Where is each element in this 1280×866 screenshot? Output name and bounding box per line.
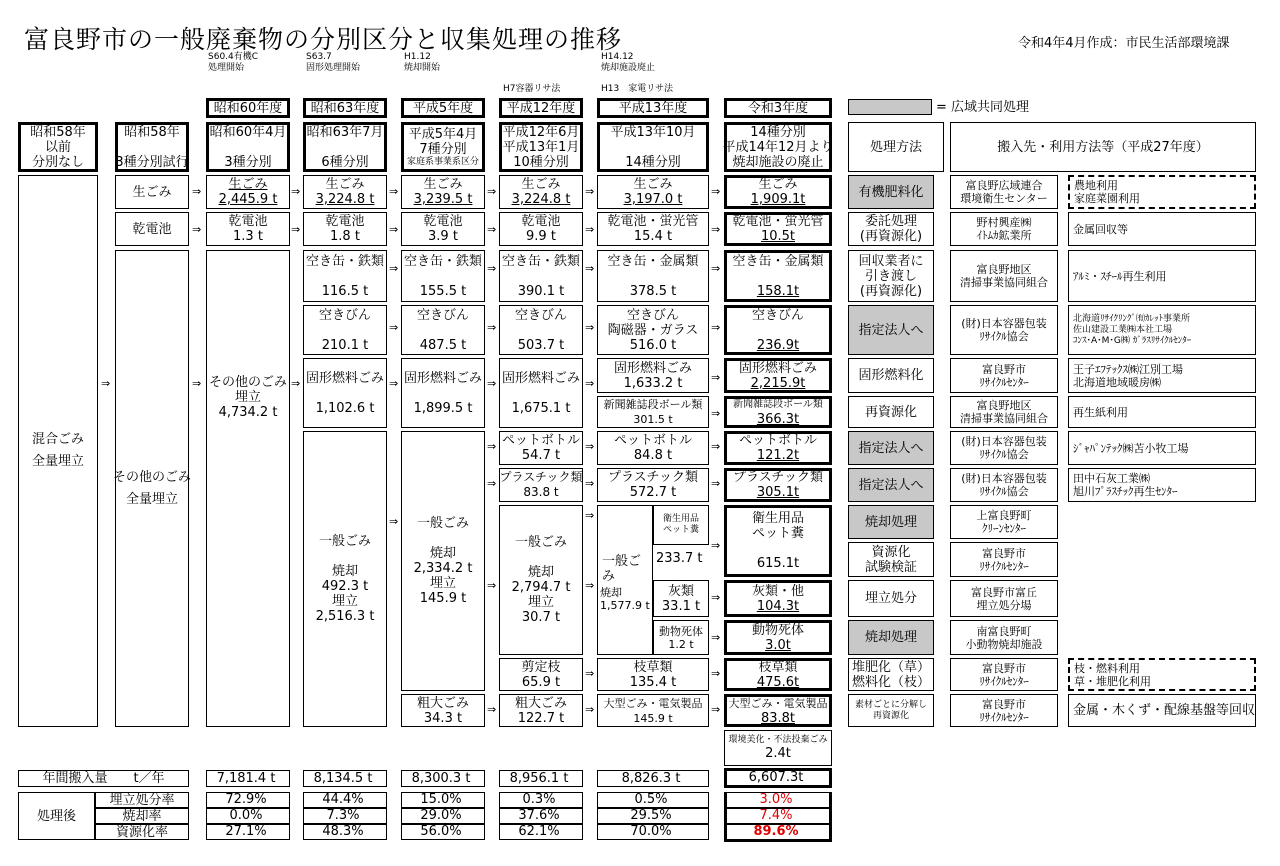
rate-value: 56.0% [401,824,485,840]
col6-raw [499,175,583,209]
rate-value: 15.0% [401,792,485,808]
history-note: H7容器リサ法 [503,84,561,94]
arrow-icon: ⇒ [711,185,721,198]
history-note: H14.12 焼却施設廃止 [601,52,656,73]
rate-value: 0.3% [499,792,583,808]
method-cell: 固形燃料化 [848,358,934,393]
col4-raw-value: 3,224.8 t [315,192,375,207]
arrow-icon: ⇒ [585,440,595,453]
col8-value: 475.6t [756,674,800,690]
after-row-name: 資源化率 [95,824,189,840]
arrow-icon: ⇒ [711,631,721,644]
col7-pet: ペットボトル 84.8 t [597,431,709,465]
col8-paper [724,396,832,428]
col8-fuel [724,358,832,393]
arrow-icon: ⇒ [487,223,497,236]
arrow-icon: ⇒ [389,185,399,198]
method-cell: 素材ごとに分解し 再資源化 [848,694,934,727]
col8-plastic [724,468,832,502]
header-count: 10種分別 [513,154,569,170]
col6-bulky: 粗大ごみ 122.7 t [499,694,583,727]
col7-animal: 動物死体 1.2 t [653,620,709,655]
col2-battery: 乾電池 [115,212,189,246]
dest-cell: 富良野市 ﾘｻｲｸﾙｾﾝﾀｰ [950,358,1058,393]
col8-value: 615.1t [756,556,800,571]
rate-value: 44.4% [303,792,387,808]
rate-value: 37.6% [499,808,583,824]
col8-ash [724,580,832,617]
usage-cell: 農地利用 家庭菜園利用 [1068,175,1256,209]
header-date: 平成13年10月 [610,124,696,140]
header-cell [499,122,583,172]
after-row-name: 焼却率 [95,808,189,824]
legend-label: = 広域共同処理 [936,100,1030,115]
col8-value: 236.9t [756,337,800,353]
col8-label: プラスチック類 [733,470,823,485]
col6-bottles: 空きびん 503.7 t [499,305,583,355]
col6-fuel: 固形燃料ごみ 1,675.1 t [499,358,583,428]
col8-sanitary [724,505,832,577]
method-cell: 焼却処理 [848,620,934,655]
usage-cell: 金属・木くず・配線基盤等回収 [1068,694,1256,727]
method-cell: 堆肥化（草） 燃料化（枝） [848,658,934,691]
col8-label: 空き缶・金属類 [732,253,824,269]
col8-label: 生ごみ [758,177,798,192]
arrow-icon: ⇒ [585,185,595,198]
arrow-icon: ⇒ [585,223,595,236]
arrow-icon: ⇒ [389,377,399,390]
usage-cell: 田中石灰工業㈱ 旭川ﾌﾟﾗｽﾁｯｸ再生ｾﾝﾀｰ [1068,468,1256,502]
arrow-icon: ⇒ [585,477,595,490]
arrow-icon: ⇒ [487,185,497,198]
dest-cell: 富良野市 ﾘｻｲｸﾙｾﾝﾀｰ [950,542,1058,577]
col5-bulky: 粗大ごみ 34.3 t [401,694,485,727]
header-date: 昭和63年7月 [306,124,384,140]
usage-cell: ｱﾙﾐ・ｽﾁｰﾙ再生利用 [1068,250,1256,302]
arrow-icon: ⇒ [291,377,301,390]
col7-sanitary: 衛生用品 ペット糞 [653,505,709,545]
method-cell: 再資源化 [848,396,934,428]
arrow-icon: ⇒ [711,321,721,334]
page-title: 富良野市の一般廃棄物の分別区分と収集処理の推移 [24,25,623,54]
rate-value: 48.3% [303,824,387,840]
col8-label: ペットボトル [738,433,817,448]
arrow-icon: ⇒ [585,377,595,390]
method-cell: 資源化 試験検証 [848,542,934,577]
col4-cans: 空き缶・鉄類 116.5 t [303,250,387,302]
arrow-icon: ⇒ [585,509,595,522]
col7-plastic: プラスチック類 572.7 t [597,468,709,502]
after-label: 処理後 [18,792,95,840]
col8-label: 乾電池・蛍光管 [732,214,824,229]
col5-raw-label: 生ごみ [423,177,463,192]
col8-branches [724,658,832,691]
header-date: 平成5年4月 7種分別 [408,126,478,157]
col8-raw [724,175,832,209]
col8-value: 104.3t [756,598,800,614]
col5-fuel: 固形燃料ごみ 1,899.5 t [401,358,485,428]
col6-pet: ペットボトル 54.7 t [499,431,583,465]
col7-general-label: 一般ごみ [602,554,642,584]
col5-raw-value: 3,239.5 t [413,192,473,207]
col8-label: 灰類・他 [751,583,804,599]
col5-cans: 空き缶・鉄類 155.5 t [401,250,485,302]
col7-battery: 乾電池・蛍光管 15.4 t [597,212,709,246]
arrow-icon: ⇒ [711,667,721,680]
arrow-icon: ⇒ [487,262,497,275]
arrow-icon: ⇒ [487,440,497,453]
header-count: 3種分別 [224,154,272,170]
col3-raw-label: 生ごみ [228,177,268,192]
rate-value: 27.1% [206,824,290,840]
header-cell [206,122,290,172]
col8-label: 固形燃料ごみ [738,360,817,376]
arrow-icon: ⇒ [711,407,721,420]
col6-plastic: プラスチック類 83.8 t [499,468,583,502]
arrow-icon: ⇒ [585,321,595,334]
annual-value: 6,607.3t [724,768,832,788]
col5-bottles: 空きびん 487.5 t [401,305,485,355]
arrow-icon: ⇒ [389,515,399,528]
arrow-icon: ⇒ [487,579,497,592]
header-cell: 14種分別 平成14年12月より 焼却施設の廃止 [724,122,832,172]
col6-raw-label: 生ごみ [521,177,561,192]
col8-value: 1,909.1t [750,192,806,207]
year-label: 平成12年度 [499,98,583,118]
col5-battery: 乾電池 3.9 t [401,212,485,246]
col8-value: 366.3t [756,412,800,427]
method-cell: 有機肥料化 [848,175,934,209]
col8-label: 新聞雑誌段ボール類 [733,399,823,410]
arrow-icon: ⇒ [711,477,721,490]
header-date: 昭和60年4月 [209,124,287,140]
col8-label: 空きびん [751,307,804,323]
rate-value: 72.9% [206,792,290,808]
annual-value: 8,134.5 t [303,770,387,787]
col8-label: 環境美化・不法投棄ごみ [728,735,828,745]
col2-other: その他のごみ 全量埋立 [115,250,189,727]
arrow-icon: ⇒ [389,223,399,236]
rate-value: 29.0% [401,808,485,824]
col8-value: 305.1t [756,485,800,500]
arrow-icon: ⇒ [711,591,721,604]
col8-animal [724,620,832,655]
col6-raw-value: 3,224.8 t [511,192,571,207]
col6-battery: 乾電池 9.9 t [499,212,583,246]
year-label: 平成5年度 [401,98,485,118]
after-row-name: 埋立処分率 [95,792,189,808]
col3-battery: 乾電池 1.3 t [206,212,290,246]
col8-bottles [724,305,832,355]
arrow-icon: ⇒ [711,262,721,275]
col7-general-box [597,505,653,655]
history-note: S63.7 固形処理開始 [306,52,361,73]
history-note: H1.12 焼却開始 [404,52,441,73]
rate-value: 7.3% [303,808,387,824]
rate-value: 0.5% [597,792,709,808]
col8-value: 3.0t [765,637,791,653]
method-cell: 指定法人へ [848,305,934,355]
usage-cell: 王子ｴﾌﾃｯｸｽ㈱江別工場 北海道地域暖房㈱ [1068,358,1256,393]
header-sub: 家庭系事業系区分 [406,156,479,167]
col8-battery [724,212,832,246]
col3-raw-value: 2,445.9 t [218,192,278,207]
col7-branches: 枝草類 135.4 t [597,658,709,691]
dest-cell: 野村興産㈱ ｲﾄﾑｶ鉱業所 [950,212,1058,246]
header-cell [401,122,485,172]
annual-value: 8,826.3 t [597,770,709,787]
header-cell [303,122,387,172]
col8-bulky [724,694,832,727]
col7-paper: 新聞雑誌段ボール類 301.5 t [597,396,709,428]
rate-value: 3.0% [724,792,832,808]
arrow-icon: ⇒ [487,477,497,490]
annual-value: 8,956.1 t [499,770,583,787]
arrow-icon: ⇒ [711,440,721,453]
dest-cell: 上富良野町 ｸﾘｰﾝｾﾝﾀｰ [950,505,1058,539]
annual-value: 8,300.3 t [401,770,485,787]
year-label: 昭和60年度 [206,98,290,118]
col8-label: 動物死体 [751,622,804,638]
arrow-icon: ⇒ [711,539,721,552]
year-label: 平成13年度 [597,98,709,118]
year-label: 令和3年度 [724,98,832,118]
made-note: 令和4年4月作成：市民生活部環境課 [1018,36,1230,51]
dest-cell: 南富良野町 小動物焼却施設 [950,620,1058,655]
dest-cell: (財)日本容器包装 ﾘｻｲｸﾙ協会 [950,431,1058,465]
col2-raw: 生ごみ [115,175,189,209]
method-cell: 焼却処理 [848,505,934,539]
col5-raw [401,175,485,209]
col8-value: 121.2t [756,448,800,463]
col8-label: 枝草類 [758,659,798,675]
arrow-icon: ⇒ [585,262,595,275]
usage-cell: 北海道ﾘｻｲｸﾘﾝｸﾞ㈲ｶﾚｯﾄ事業所 佐山建設工業㈱本社工場 ｺﾝｽ･A･M･G㈱ ｶﾞﾗｽﾘｻｲｸﾙｾﾝﾀｰ [1068,305,1256,355]
dest-cell: 富良野広域連合 環境衛生センター [950,175,1058,209]
col5-general: 一般ごみ 焼却 2,334.2 t 埋立 145.9 t [401,431,485,691]
rate-value: 7.4% [724,808,832,824]
method-cell: 指定法人へ [848,468,934,502]
col6-cans: 空き缶・鉄類 390.1 t [499,250,583,302]
col7-raw-label: 生ごみ [633,177,673,192]
dest-cell: (財)日本容器包装 ﾘｻｲｸﾙ協会 [950,468,1058,502]
rate-value: 0.0% [206,808,290,824]
arrow-icon: ⇒ [389,321,399,334]
header-cell: 昭和58年 以前 分別なし [18,122,98,172]
col7-sanitary-value: 233.7 t [656,551,703,566]
arrow-icon: ⇒ [711,371,721,384]
legend-swatch [848,99,932,115]
arrow-icon: ⇒ [487,703,497,716]
header-count: 14種分別 [625,154,681,170]
arrow-icon: ⇒ [487,321,497,334]
method-cell: 指定法人へ [848,431,934,465]
col4-bottles: 空きびん 210.1 t [303,305,387,355]
annual-label: 年間搬入量 t／年 [18,770,189,787]
arrow-icon: ⇒ [585,703,595,716]
header-count: 6種分別 [321,154,369,170]
col3-raw [206,175,290,209]
method-cell: 委託処理 (再資源化) [848,212,934,246]
arrow-icon: ⇒ [585,579,595,592]
header-cell: 処理方法 [848,122,944,172]
history-note: H13 家電リサ法 [601,84,674,94]
dest-cell: 富良野市 ﾘｻｲｸﾙｾﾝﾀｰ [950,694,1058,727]
col8-label: 大型ごみ・電気製品 [728,696,828,710]
arrow-icon: ⇒ [291,185,301,198]
arrow-icon: ⇒ [192,377,202,390]
usage-cell: ｼﾞｬﾊﾟﾝﾃｯｸ㈱苫小牧工場 [1068,431,1256,465]
rate-value: 29.5% [597,808,709,824]
col8-pet [724,431,832,465]
arrow-icon: ⇒ [711,703,721,716]
arrow-icon: ⇒ [192,223,202,236]
col8-value: 2,215.9t [750,375,806,391]
arrow-icon: ⇒ [389,262,399,275]
col7-raw [597,175,709,209]
method-cell: 埋立処分 [848,580,934,617]
usage-cell: 枝・燃料利用 草・堆肥化利用 [1068,658,1256,691]
col6-general: 一般ごみ 焼却 2,794.7 t 埋立 30.7 t [499,505,583,655]
col7-bottles: 空きびん 陶磁器・ガラス 516.0 t [597,305,709,355]
usage-cell: 金属回収等 [1068,212,1256,246]
history-note: S60.4有機C 処理開始 [208,52,259,73]
col6-branches: 剪定枝 65.9 t [499,658,583,691]
col3-other: その他のごみ 埋立 4,734.2 t [206,250,290,727]
header-cell: 搬入先・利用方法等（平成27年度） [950,122,1256,172]
rate-value: 62.1% [499,824,583,840]
method-cell: 回収業者に 引き渡し (再資源化) [848,250,934,302]
arrow-icon: ⇒ [487,377,497,390]
rate-value: 70.0% [597,824,709,840]
header-cell [597,122,709,172]
dest-cell: (財)日本容器包装 ﾘｻｲｸﾙ協会 [950,305,1058,355]
mixed-waste-cell: 混合ごみ 全量埋立 [18,175,98,727]
col8-value: 83.8t [760,710,796,726]
col4-general: 一般ごみ 焼却 492.3 t 埋立 2,516.3 t [303,431,387,727]
col7-ash: 灰類 33.1 t [653,580,709,617]
col7-raw-value: 3,197.0 t [623,192,683,207]
arrow-icon: ⇒ [192,185,202,198]
dest-cell: 富良野地区 清掃事業協同組合 [950,250,1058,302]
col8-value: 158.1t [756,283,800,299]
col7-cans: 空き缶・金属類 378.5 t [597,250,709,302]
col7-fuel: 固形燃料ごみ 1,633.2 t [597,358,709,393]
col4-battery: 乾電池 1.8 t [303,212,387,246]
header-date: 平成12年6月 平成13年1月 [502,124,580,155]
dest-cell: 富良野市富丘 埋立処分場 [950,580,1058,617]
dest-cell: 富良野市 ﾘｻｲｸﾙｾﾝﾀｰ [950,658,1058,691]
year-label: 昭和63年度 [303,98,387,118]
col7-bulky: 大型ごみ・電気製品 145.9 t [597,694,709,727]
rate-value: 89.6% [724,824,832,842]
col8-label: 衛生用品 ペット糞 [751,511,804,541]
arrow-icon: ⇒ [711,223,721,236]
annual-value: 7,181.4 t [206,770,290,787]
arrow-icon: ⇒ [291,223,301,236]
usage-cell: 再生紙利用 [1068,396,1256,428]
col4-raw-label: 生ごみ [325,177,365,192]
col4-fuel: 固形燃料ごみ 1,102.6 t [303,358,387,428]
arrow-icon: ⇒ [101,377,111,390]
col8-value: 2.4t [765,746,791,761]
col4-raw [303,175,387,209]
col8-value: 10.5t [760,229,796,244]
dest-cell: 富良野地区 清掃事業協同組合 [950,396,1058,428]
header-cell: 昭和58年 3種分別試行 [115,122,189,172]
arrow-icon: ⇒ [585,667,595,680]
col8-cans [724,250,832,302]
col8-litter [724,730,832,766]
col7-incineration: 焼却 1,577.9 t [600,586,650,612]
